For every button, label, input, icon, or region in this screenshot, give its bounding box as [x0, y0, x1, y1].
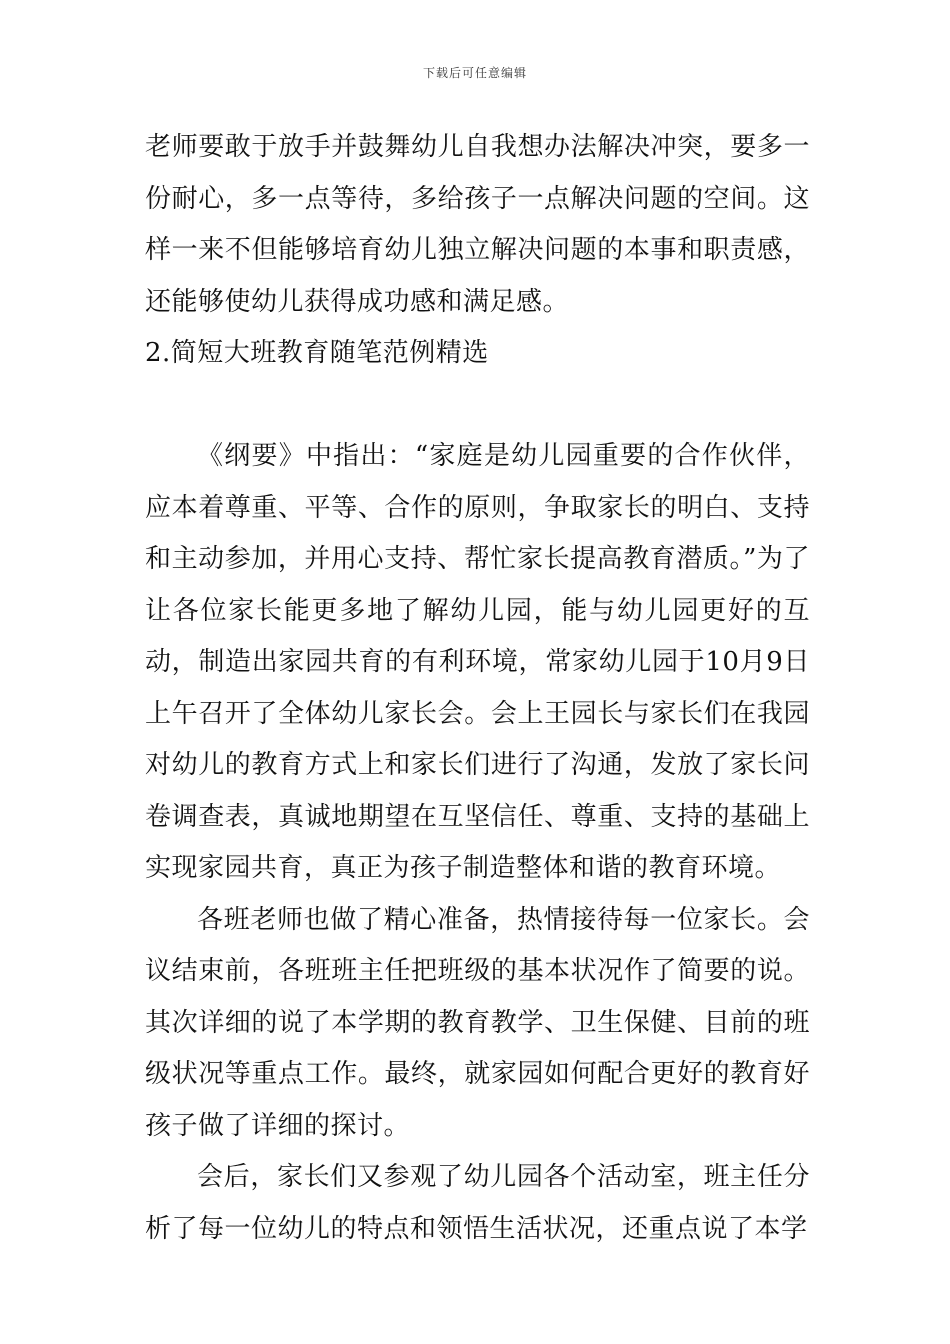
paragraph-teachers: 各班老师也做了精心准备，热情接待每一位家长。会议结束前，各班班主任把班级的基本状况作了简要的说。其次详细的说了本学期的教育教学、卫生保健、目前的班级状况等重点工作。最终，就家园如何配合更好的教育好孩子做了详细的探讨。 [145, 904, 810, 1141]
blank-line [145, 380, 810, 432]
paragraph-outline-quote: 《纲要》中指出：“家庭是幼儿园重要的合作伙伴，应本着尊重、平等、合作的原则，争取家长的明白、支持和主动参加，并用心支持、帮忙家长提高教育潜质。”为了让各位家长能更多地了解幼儿园，能与幼儿园更好的互动，制造出家园共育的有利环境，常家幼儿园于10月9日上午召开了全体幼儿家长会。会上王园长与家长们在我园对幼儿的教育方式上和家长们进行了沟通，发放了家长问卷调查表，真诚地期望在互坚信任、尊重、支持的基础上实现家园共育，真正为孩子制造整体和谐的教育环境。 [145, 441, 810, 883]
document-body [145, 122, 810, 1255]
section-heading: 2.简短大班教育随笔范例精选 [145, 338, 489, 368]
paragraph-after-meeting: 会后，家长们又参观了幼儿园各个活动室，班主任分析了每一位幼儿的特点和领悟生活状况，还重点说了本学 [145, 1162, 810, 1244]
page-header: 下载后可任意编辑 [422, 66, 527, 80]
paragraph-continued: 老师要敢于放手并鼓舞幼儿自我想办法解决冲突，要多一份耐心，多一点等待，多给孩子一点解决问题的空间。这样一来不但能够培育幼儿独立解决问题的本事和职责感，还能够使幼儿获得成功感和满足感。 [145, 132, 810, 317]
